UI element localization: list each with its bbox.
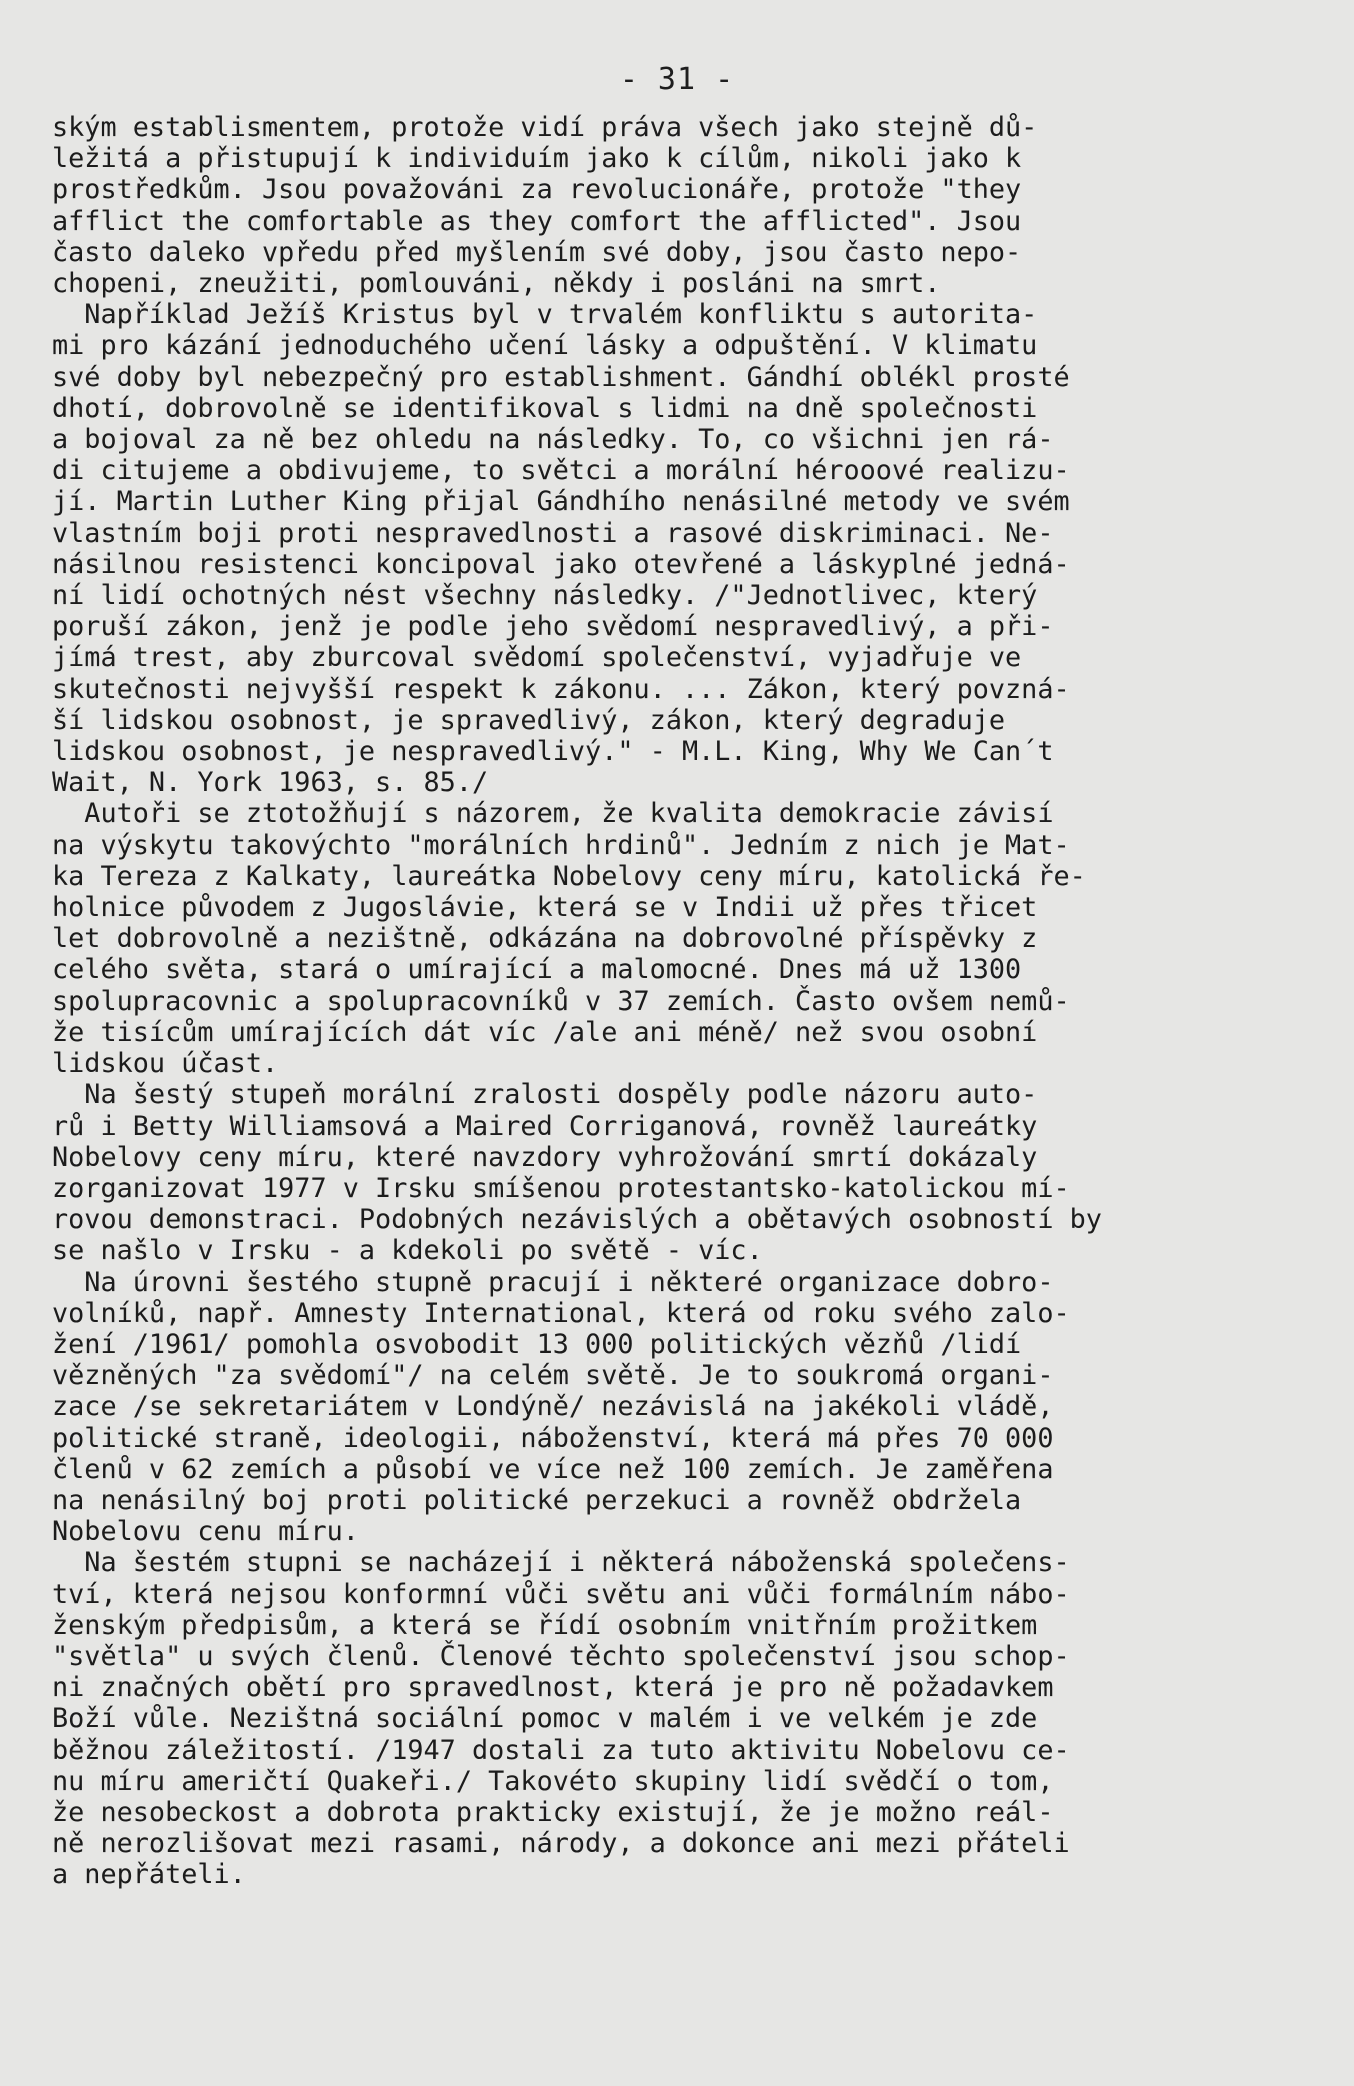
text-line: zorganizovat 1977 v Irsku smíšenou protestantsko-katolickou mí-: [52, 1172, 1070, 1204]
text-line: Na šestém stupni se nacházejí i některá náboženská společens-: [52, 1547, 1070, 1579]
text-line: že tisícům umírajících dát víc /ale ani méně/ než svou osobní: [52, 1016, 1038, 1048]
text-line: jímá trest, aby zburcoval svědomí společenství, vyjadřuje ve: [52, 642, 1022, 674]
text-line: vlastním boji proti nespravedlnosti a rasové diskriminaci. Ne-: [52, 517, 1054, 549]
text-line: ší lidskou osobnost, je spravedlivý, zákon, který degraduje: [52, 704, 1006, 736]
text-line: své doby byl nebezpečný pro establishment. Gándhí oblékl prosté: [52, 361, 1070, 393]
text-line: poruší zákon, jenž je podle jeho svědomí nespravedlivý, a při-: [52, 611, 1054, 643]
text-line: ležitá a přistupují k individuím jako k cílům, nikoli jako k: [52, 143, 1022, 175]
text-line: na nenásilný boj proti politické perzekuci a rovněž obdržela: [52, 1484, 1022, 1516]
text-line: Autoři se ztotožňují s názorem, že kvalita demokracie závisí: [52, 798, 1054, 830]
text-line: skutečnosti nejvyšší respekt k zákonu. ... Zákon, který povzná-: [52, 673, 1070, 705]
text-line: a bojoval za ně bez ohledu na následky. To, co všichni jen rá-: [52, 424, 1054, 456]
text-line: rovou demonstraci. Podobných nezávislých a obětavých osobností by: [52, 1204, 1102, 1236]
text-line: afflict the comfortable as they comfort the afflicted". Jsou: [52, 205, 1022, 237]
text-line: na výskytu takovýchto "morálních hrdinů". Jedním z nich je Mat-: [52, 829, 1070, 861]
text-line: Například Ježíš Kristus byl v trvalém konfliktu s autorita-: [52, 299, 1038, 331]
text-line: členů v 62 zemích a působí ve více než 100 zemích. Je zaměřena: [52, 1453, 1054, 1485]
text-line: ženským předpisům, a která se řídí osobním vnitřním prožitkem: [52, 1609, 1038, 1641]
text-line: běžnou záležitostí. /1947 dostali za tuto aktivitu Nobelovu ce-: [52, 1734, 1070, 1766]
text-line: "světla" u svých členů. Členové těchto společenství jsou schop-: [52, 1640, 1070, 1672]
text-line: jí. Martin Luther King přijal Gándhího nenásilné metody ve svém: [52, 486, 1070, 518]
text-line: celého světa, stará o umírající a malomocné. Dnes má už 1300: [52, 954, 1022, 986]
text-line: Boží vůle. Nezištná sociální pomoc v malém i ve velkém je zde: [52, 1703, 1038, 1735]
text-line: a nepřáteli.: [52, 1859, 246, 1891]
text-line: di citujeme a obdivujeme, to světci a morální hérooové realizu-: [52, 455, 1070, 487]
text-line: nu míru američtí Quakeři./ Takovéto skupiny lidí svědčí o tom,: [52, 1765, 1054, 1797]
text-line: let dobrovolně a nezištně, odkázána na dobrovolné příspěvky z: [52, 923, 1038, 955]
text-line: Nobelovu cenu míru.: [52, 1516, 359, 1548]
text-line: lidskou účast.: [52, 1048, 279, 1080]
text-line: že nesobeckost a dobrota prakticky existují, že je možno reál-: [52, 1796, 1054, 1828]
text-line: vězněných "za svědomí"/ na celém světě. Je to soukromá organi-: [52, 1360, 1054, 1392]
text-line: volníků, např. Amnesty International, která od roku svého zalo-: [52, 1297, 1070, 1329]
text-line: násilnou resistenci koncipoval jako otevřené a láskyplné jedná-: [52, 548, 1070, 580]
text-line: ka Tereza z Kalkaty, laureátka Nobelovy ceny míru, katolická ře-: [52, 860, 1086, 892]
text-line: ně nerozlišovat mezi rasami, národy, a dokonce ani mezi přáteli: [52, 1828, 1070, 1860]
text-line: ským establismentem, protože vidí práva všech jako stejně dů-: [52, 112, 1038, 143]
text-line: prostředkům. Jsou považováni za revolucionáře, protože "they: [52, 174, 1022, 206]
text-line: ni značných obětí pro spravedlnost, která je pro ně požadavkem: [52, 1672, 1054, 1704]
text-line: Wait, N. York 1963, s. 85./: [52, 767, 489, 799]
text-line: lidskou osobnost, je nespravedlivý." - M.L. King, Why We Can´t: [52, 736, 1054, 768]
text-line: rů i Betty Williamsová a Maired Corriganová, rovněž laureátky: [52, 1110, 1038, 1142]
text-line: žení /1961/ pomohla osvobodit 13 000 politických vězňů /lidí: [52, 1328, 1022, 1360]
body-text: [52, 112, 1322, 1891]
text-line: dhotí, dobrovolně se identifikoval s lidmi na dně společnosti: [52, 392, 1038, 424]
text-line: často daleko vpředu před myšlením své doby, jsou často nepo-: [52, 236, 1022, 268]
text-line: mi pro kázání jednoduchého učení lásky a odpuštění. V klimatu: [52, 330, 1038, 362]
text-line: politické straně, ideologii, náboženství, která má přes 70 000: [52, 1422, 1054, 1454]
text-line: se našlo v Irsku - a kdekoli po světě - víc.: [52, 1235, 763, 1267]
page-number: - 31 -: [619, 62, 735, 97]
text-line: Nobelovy ceny míru, které navzdory vyhrožování smrtí dokázaly: [52, 1141, 1038, 1173]
text-line: spolupracovnic a spolupracovníků v 37 zemích. Často ovšem nemů-: [52, 985, 1070, 1017]
text-line: Na šestý stupeň morální zralosti dospěly podle názoru auto-: [52, 1079, 1038, 1111]
text-line: ní lidí ochotných nést všechny následky. /"Jednotlivec, který: [52, 580, 1038, 612]
text-line: holnice původem z Jugoslávie, která se v Indii už přes třicet: [52, 892, 1038, 924]
text-line: tví, která nejsou konformní vůči světu ani vůči formálním nábo-: [52, 1578, 1070, 1610]
text-line: Na úrovni šestého stupně pracují i některé organizace dobro-: [52, 1266, 1054, 1298]
text-line: zace /se sekretariátem v Londýně/ nezávislá na jakékoli vládě,: [52, 1391, 1054, 1423]
text-line: chopeni, zneužiti, pomlouváni, někdy i posláni na smrt.: [52, 268, 941, 300]
